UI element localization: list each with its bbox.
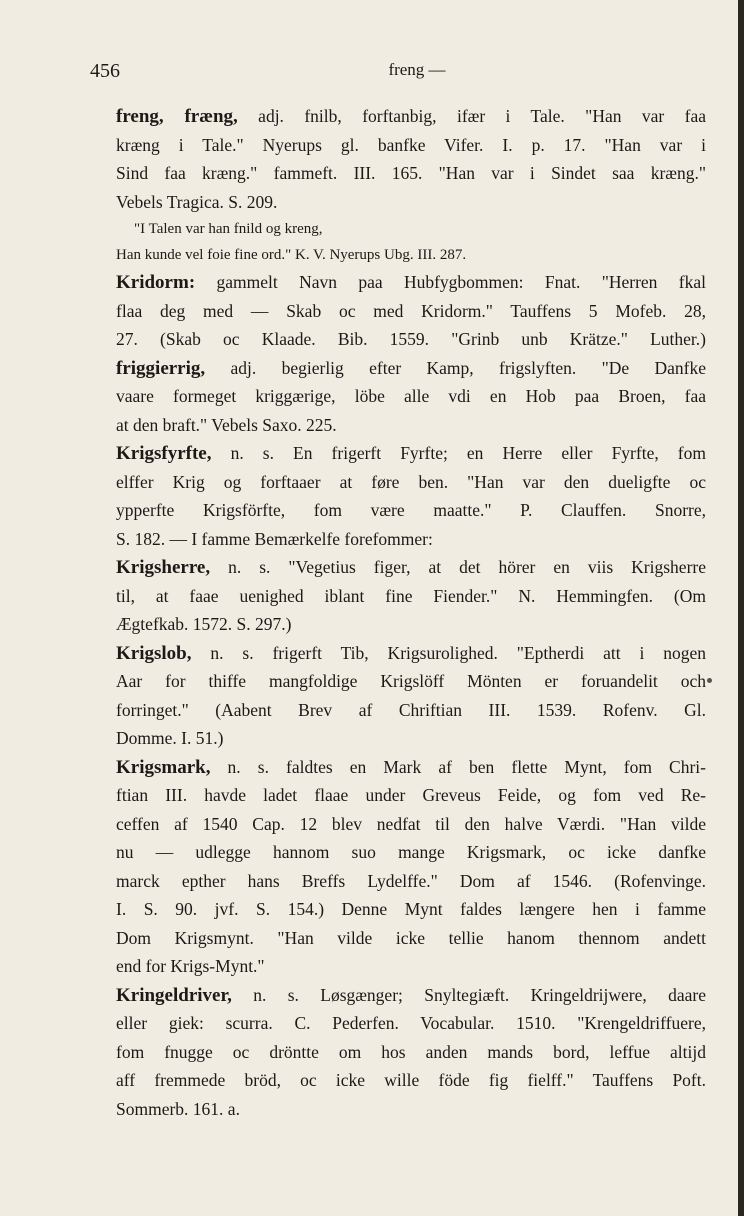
page-number: 456 xyxy=(90,60,120,82)
headword: Krigsfyrfte, xyxy=(116,443,212,464)
text-line xyxy=(116,610,706,639)
text-line xyxy=(116,525,706,554)
text-line xyxy=(116,188,706,217)
line-text: flaa deg med — Skab oc med Kridorm." Tauffens 5 Mofeb. 28, xyxy=(116,300,706,321)
line-text: vaare formeget kriggærige, löbe alle vdi en Hob paa Broen, faa xyxy=(116,386,706,406)
line-text: fom fnugge oc dröntte om hos anden mands bord, leffue altijd xyxy=(116,1041,706,1062)
line-text: kræng i Tale." Nyerups gl. banfke Vifer. I. p. 17. "Han var i xyxy=(116,134,706,155)
headword: friggierrig, xyxy=(116,357,206,379)
line-text: elffer Krig og forftaaer at føre ben. "Han var den dueligfte oc xyxy=(116,471,706,492)
headword: Kridorm: xyxy=(116,272,196,293)
quote-line xyxy=(116,216,706,242)
text-line xyxy=(116,981,706,1010)
line-text: aff fremmede bröd, oc icke wille föde fig fielff." Tauffens Poft. xyxy=(116,1070,706,1090)
text-line xyxy=(116,753,706,782)
line-text: Sind faa kræng." fammeft. III. 165. "Han var i Sindet saa kræng." xyxy=(116,163,706,183)
line-text: ceffen af 1540 Cap. 12 blev nedfat til den halve Værdi. "Han vilde xyxy=(116,813,706,834)
line-text: forringet." (Aabent Brev af Chriftian III. 1539. Rofenv. Gl. xyxy=(116,699,706,720)
text-line xyxy=(116,1038,706,1067)
text-line xyxy=(116,952,706,981)
text-line xyxy=(116,159,706,188)
line-text: Sommerb. 161. a. xyxy=(116,1098,240,1119)
line-text: n. s. faldtes en Mark af ben flette Mynt, fom Chri- xyxy=(210,756,706,777)
line-text: Aar for thiffe mangfoldige Krigslöff Mönten er foruandelit och xyxy=(116,671,706,691)
dictionary-entries xyxy=(116,102,706,1123)
text-line xyxy=(116,382,706,411)
headword: freng, fræng, xyxy=(116,106,238,127)
text-line xyxy=(116,1066,706,1095)
text-line xyxy=(116,582,706,611)
line-text: til, at faae uenighed iblant fine Fiender." N. Hemmingfen. (Om xyxy=(116,585,706,606)
line-text: n. s. Løsgænger; Snyltegiæft. Kringeldrijwere, daare xyxy=(231,984,706,1005)
line-text: Vebels Tragica. S. 209. xyxy=(116,191,278,212)
page-edge-shadow xyxy=(738,0,744,1216)
line-text: end for Krigs-Mynt." xyxy=(116,956,265,976)
line-text: nu — udlegge hannom suo mange Krigsmark, oc icke danfke xyxy=(116,842,706,862)
text-line xyxy=(116,867,706,896)
line-text: "I Talen var han fnild og kreng, xyxy=(134,221,323,237)
line-text: I. S. 90. jvf. S. 154.) Denne Mynt faldes længere hen i famme xyxy=(116,899,706,919)
line-text: 27. (Skab oc Klaade. Bib. 1559. "Grinb unb Krätze." Luther.) xyxy=(116,329,706,349)
line-text: Ægtefkab. 1572. S. 297.) xyxy=(116,614,292,634)
text-line xyxy=(116,924,706,953)
text-line xyxy=(116,297,706,326)
text-line xyxy=(116,639,706,668)
line-text: Han kunde vel foie fine ord." K. V. Nyerups Ubg. III. 287. xyxy=(116,247,467,263)
text-line xyxy=(116,439,706,468)
text-line xyxy=(116,354,706,383)
line-text: adj. begierlig efter Kamp, frigslyften. "De Danfke xyxy=(205,357,706,378)
line-text: n. s. "Vegetius figer, at det hörer en viis Krigsherre xyxy=(210,557,706,577)
headword: Krigslob, xyxy=(116,642,192,664)
text-line xyxy=(116,468,706,497)
line-text: eller giek: scurra. C. Pederfen. Vocabular. 1510. "Krengeldriffuere, xyxy=(116,1013,706,1033)
text-line xyxy=(116,696,706,725)
headword: Kringeldriver, xyxy=(116,984,232,1006)
text-line xyxy=(116,724,706,753)
line-text: Domme. I. 51.) xyxy=(116,728,224,748)
line-text: S. 182. — I famme Bemærkelfe forefommer: xyxy=(116,528,433,549)
text-line xyxy=(116,131,706,160)
text-line xyxy=(116,553,706,582)
line-text: at den braft." Vebels Saxo. 225. xyxy=(116,414,337,435)
text-line xyxy=(116,268,706,297)
text-line xyxy=(116,810,706,839)
line-text: ftian III. havde ladet flaae under Greveus Feide, og fom ved Re- xyxy=(116,785,706,805)
line-text: adj. fnilb, forftanbig, ifær i Tale. "Han var faa xyxy=(237,106,706,126)
text-line xyxy=(116,1095,706,1124)
text-line xyxy=(116,496,706,525)
text-line xyxy=(116,102,706,131)
line-text: Dom Krigsmynt. "Han vilde icke tellie hanom thennom andett xyxy=(116,927,706,948)
text-line xyxy=(116,838,706,867)
quote-line xyxy=(116,242,706,268)
text-line xyxy=(116,411,706,440)
line-text: n. s. frigerft Tib, Krigsurolighed. "Eptherdi att i nogen xyxy=(191,642,706,663)
headword: Krigsherre, xyxy=(116,557,211,578)
page-header xyxy=(90,60,704,88)
headword: Krigsmark, xyxy=(116,756,211,778)
text-line xyxy=(116,667,706,696)
line-text: n. s. En frigerft Fyrfte; en Herre eller Fyrfte, fom xyxy=(211,443,706,463)
text-line xyxy=(116,895,706,924)
ink-speck xyxy=(707,678,712,683)
line-text: ypperfte Krigsförfte, fom være maatte." P. Clauffen. Snorre, xyxy=(116,500,706,520)
text-line xyxy=(116,325,706,354)
line-text: marck epther hans Breffs Lydelffe." Dom af 1546. (Rofenvinge. xyxy=(116,870,706,891)
running-head: freng — xyxy=(388,60,446,79)
line-text: gammelt Navn paa Hubfygbommen: Fnat. "Herren fkal xyxy=(195,272,706,292)
text-line xyxy=(116,781,706,810)
text-line xyxy=(116,1009,706,1038)
